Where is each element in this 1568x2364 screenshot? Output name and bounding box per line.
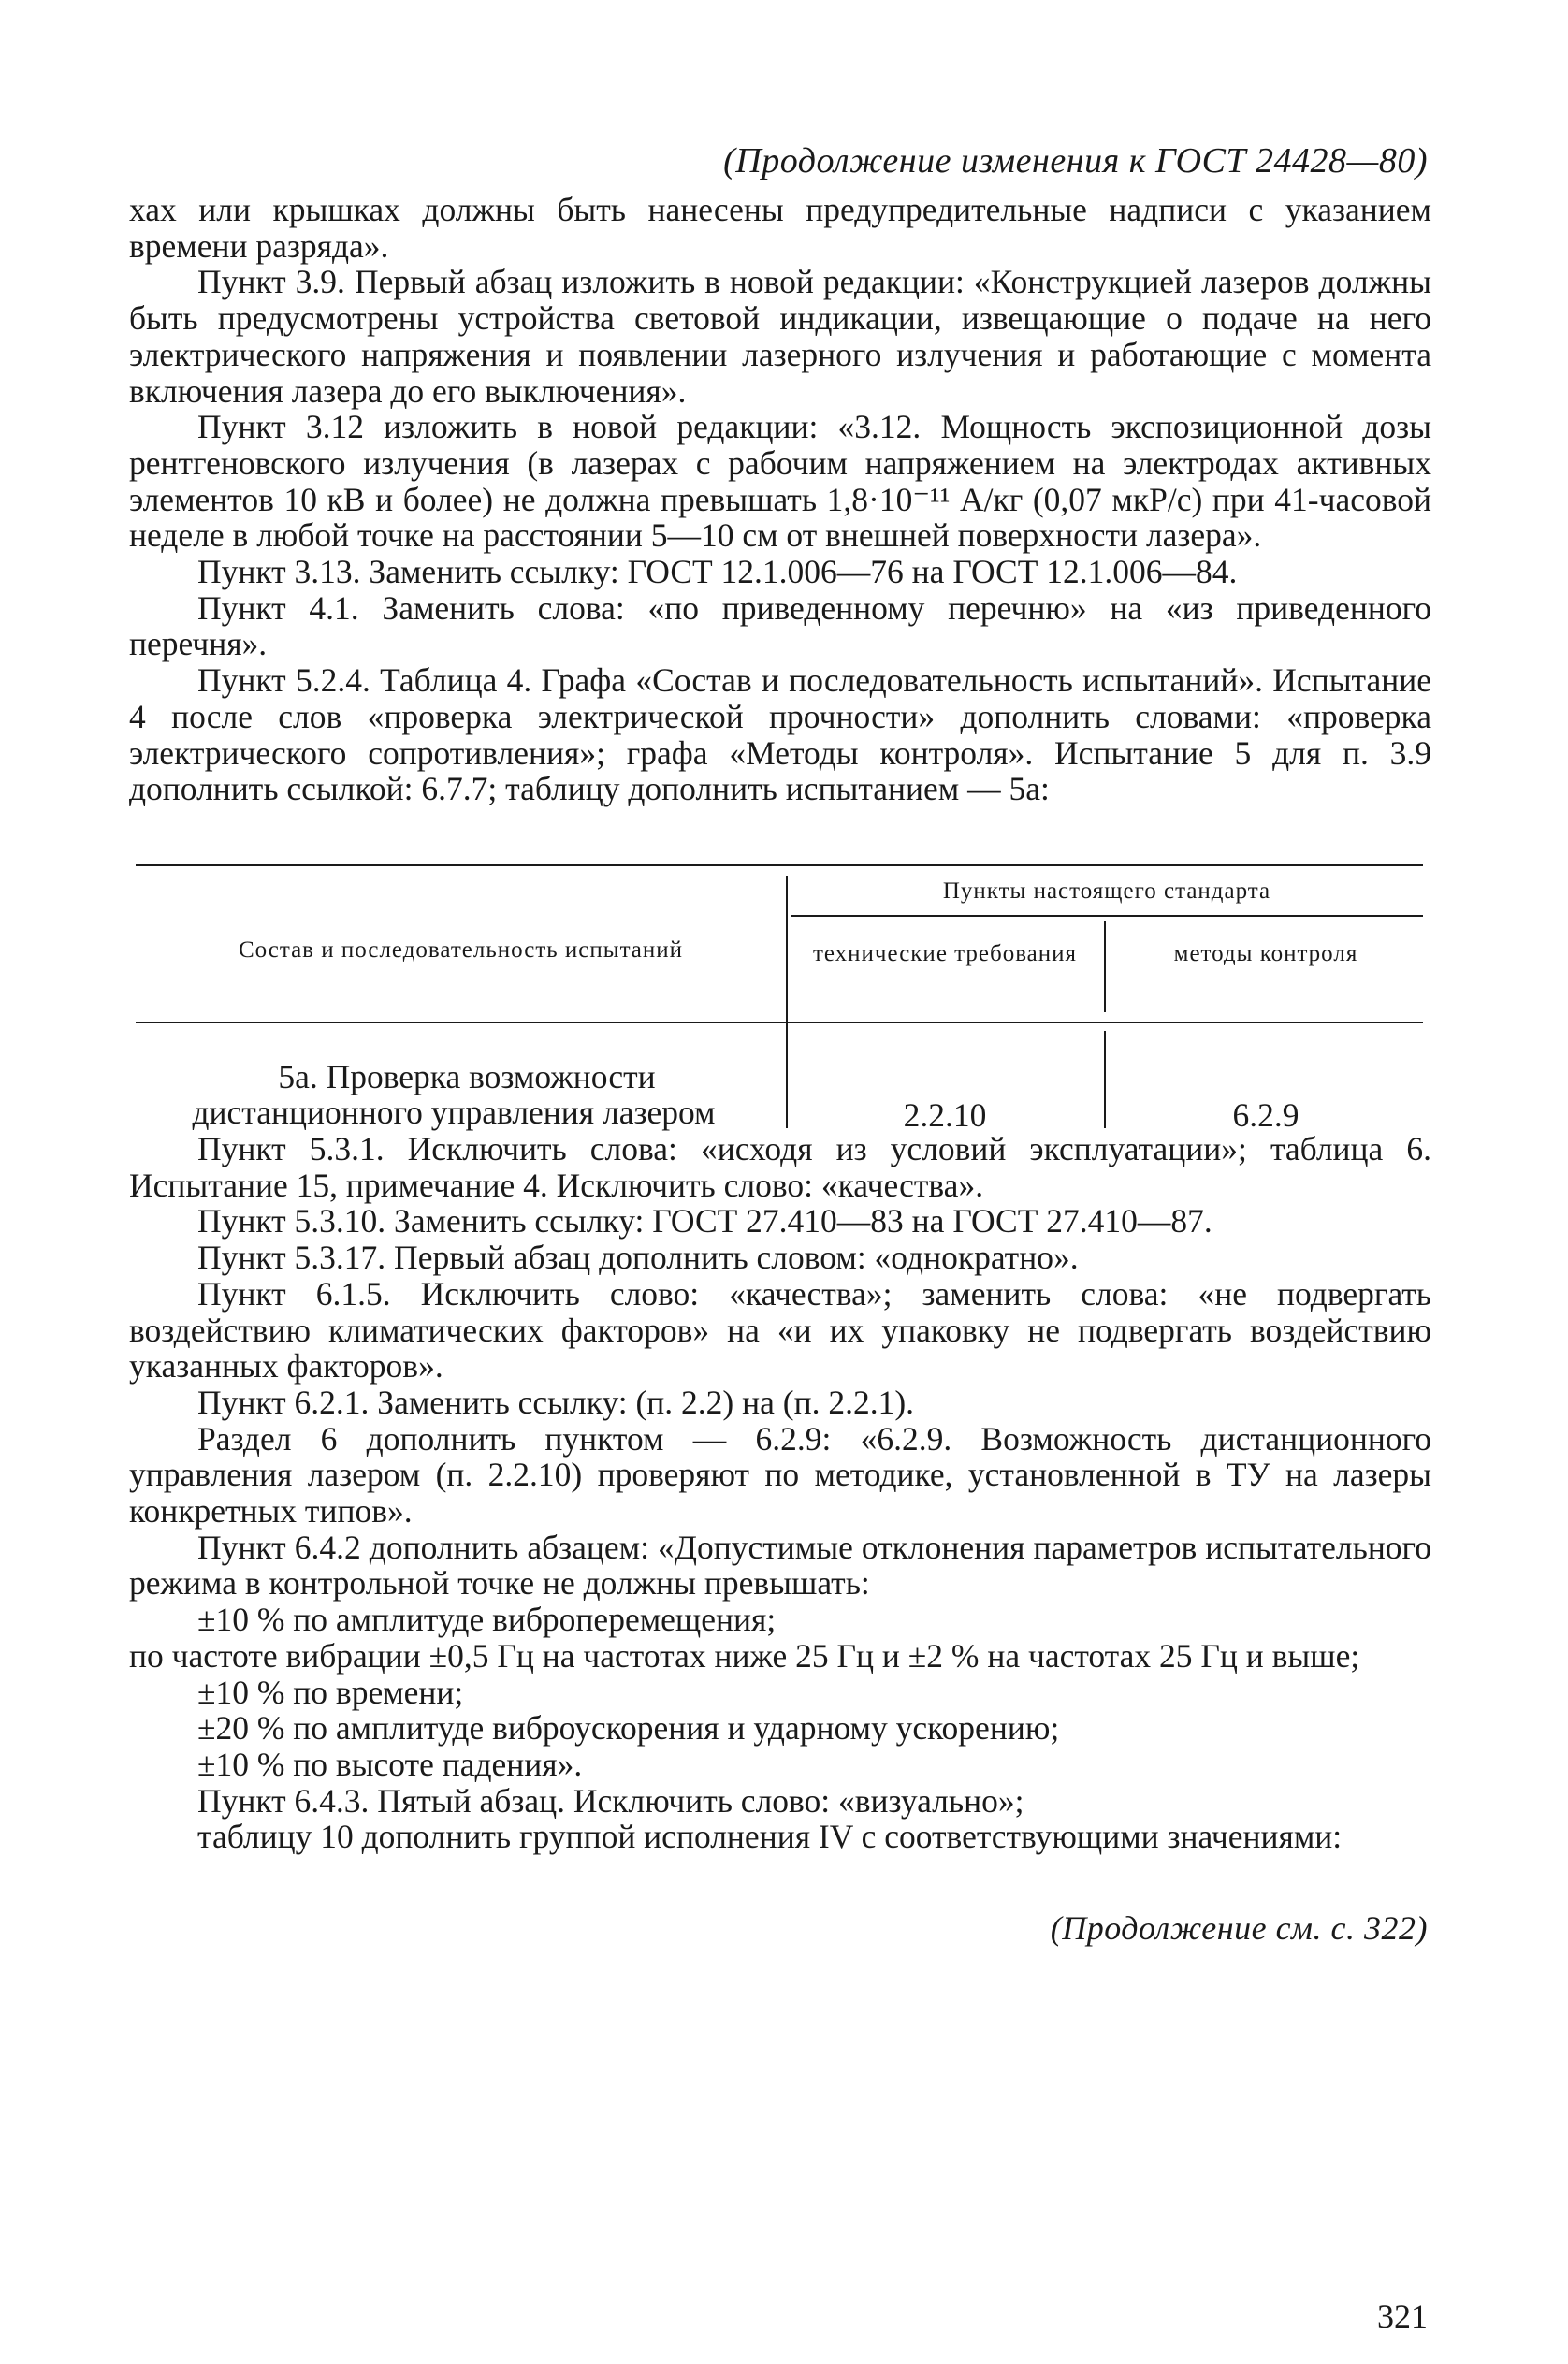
- paragraph: по частоте вибрации ±0,5 Гц на частотах ниже 25 Гц и ±2 % на частотах 25 Гц и выше;: [129, 1636, 1360, 1675]
- paragraph: Пункт 3.9. Первый абзац изложить в новой редакции: «Конструкцией лазеров должны быть предусмотрены устройства световой индикации, извещающие о подаче на него электрического напряжения и появлении лазерного излучения и работающие с момента включения лазера до его выключения».: [129, 263, 1431, 410]
- table-header-tech-requirements: технические требования: [812, 941, 1078, 966]
- paragraph: Пункт 5.3.1. Исключить слова: «исходя из условий эксплуатации»; таблица 6. Испытание 15, примечание 4. Исключить слово: «качества».: [129, 1130, 1431, 1204]
- table-subcolumn-divider: [1104, 1031, 1106, 1128]
- running-title: (Продолжение изменения к ГОСТ 24428—80): [723, 141, 1428, 181]
- paragraph: Пункт 6.4.3. Пятый абзац. Исключить слово: «визуально»;: [197, 1781, 1024, 1820]
- continuation-note: (Продолжение см. с. 322): [1050, 1909, 1428, 1947]
- table-header-standard-clauses: Пункты настоящего стандарта: [942, 878, 1271, 904]
- body-text-top: [129, 192, 1431, 807]
- paragraph: Пункт 6.4.2 дополнить абзацем: «Допустимые отклонения параметров испытательного режима в контрольной точке не должны превышать:: [129, 1528, 1431, 1603]
- paragraph: Пункт 5.3.17. Первый абзац дополнить словом: «однократно».: [197, 1239, 1079, 1277]
- paragraph: Пункт 5.3.10. Заменить ссылку: ГОСТ 27.410—83 на ГОСТ 27.410—87.: [197, 1202, 1212, 1240]
- table-header-composition: Состав и последовательность испытаний: [238, 937, 684, 963]
- paragraph: Пункт 6.2.1. Заменить ссылку: (п. 2.2) на (п. 2.2.1).: [197, 1383, 915, 1421]
- paragraph: Пункт 3.13. Заменить ссылку: ГОСТ 12.1.006—76 на ГОСТ 12.1.006—84.: [197, 553, 1238, 591]
- paragraph: таблицу 10 дополнить группой исполнения IV с соответствующими значениями:: [197, 1818, 1343, 1856]
- table-group-rule: [791, 915, 1423, 917]
- paragraph: Пункт 3.12 изложить в новой редакции: «3.12. Мощность экспозиционной дозы рентгеновского излучения (в лазерах с рабочим напряжением на электродах активных элементов 10 кВ и более) не должна превышать 1,8·10⁻¹¹ А/кг (0,07 мкР/с) при 41-часовой неделе в любой точке на расстоянии 5—10 см от внешней поверхности лазера».: [129, 408, 1431, 555]
- paragraph: ±20 % по амплитуде виброускорения и ударному ускорению;: [197, 1709, 1060, 1748]
- table-cell-method-ref: 6.2.9: [1232, 1096, 1299, 1134]
- paragraph: Раздел 6 дополнить пунктом — 6.2.9: «6.2.9. Возможность дистанционного управления лазером (п. 2.2.10) проверяют по методике, установленной в ТУ на лазеры конкретных типов».: [129, 1419, 1431, 1530]
- table-cell-test-name: 5а. Проверка возможности дистанционного управления лазером: [192, 1058, 716, 1131]
- amendment-table: [136, 864, 1423, 1134]
- paragraph: ±10 % по высоте падения».: [197, 1745, 583, 1783]
- paragraph: ±10 % по амплитуде виброперемещения;: [197, 1601, 777, 1639]
- body-text-bottom: [129, 1131, 1431, 1855]
- table-top-rule: [136, 864, 1423, 866]
- paragraph: Пункт 6.1.5. Исключить слово: «качества»; заменить слова: «не подвергать воздействию климатических факторов» на «и их упаковку не подвергать воздействию указанных факторов».: [129, 1274, 1431, 1385]
- paragraph: ±10 % по времени;: [197, 1673, 464, 1711]
- paragraph: хах или крышках должны быть нанесены предупредительные надписи с указанием времени разряда».: [129, 191, 1431, 265]
- table-header-rule: [136, 1022, 1423, 1023]
- paragraph: Пункт 4.1. Заменить слова: «по приведенному перечню» на «из приведенного перечня».: [129, 588, 1431, 663]
- table-column-divider: [786, 876, 788, 1128]
- page-number: 321: [1377, 2298, 1428, 2335]
- table-header-control-methods: методы контроля: [1173, 941, 1358, 966]
- table-cell-requirement-ref: 2.2.10: [903, 1096, 987, 1134]
- paragraph: Пункт 5.2.4. Таблица 4. Графа «Состав и последовательность испытаний». Испытание 4 после слов «проверка электрической прочности» дополнить словами: «проверка электрического сопротивления»; графа «Методы контроля». Испытание 5 для п. 3.9 дополнить ссылкой: 6.7.7; таблицу дополнить испытанием — 5а:: [129, 661, 1431, 808]
- table-subcolumn-divider: [1104, 921, 1106, 1012]
